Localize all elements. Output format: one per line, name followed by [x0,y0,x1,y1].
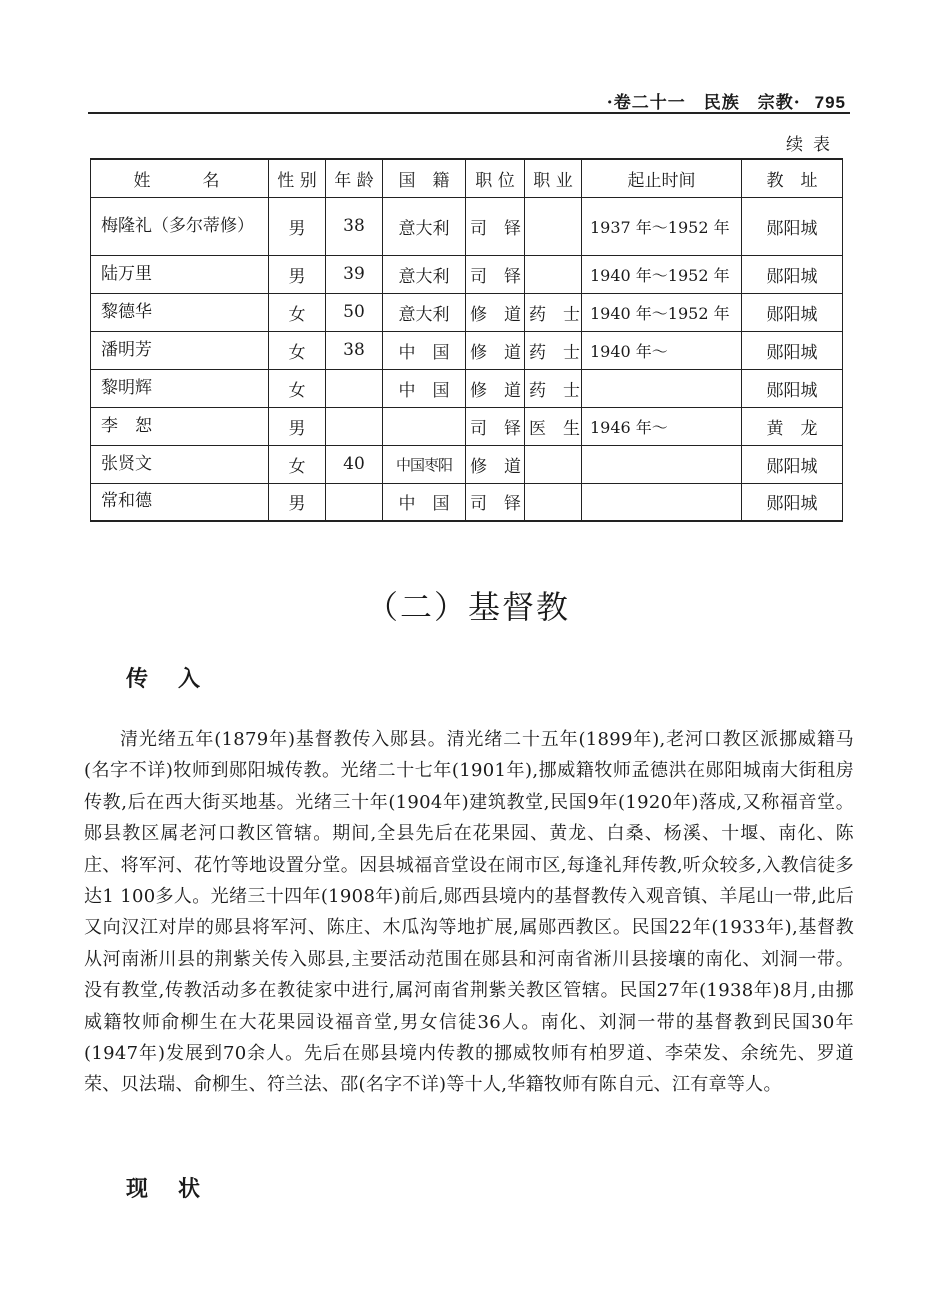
body-paragraph: 清光绪五年(1879年)基督教传入郧县。清光绪二十五年(1899年),老河口教区派挪威籍马(名字不详)牧师到郧阳城传教。光绪二十七年(1901年),挪威籍牧师孟德洪在郧阳城南大街租房传教,后在西大街买地基。光绪三十年(1904年)建筑教堂,民国9年(1920年)落成,又称福音堂。郧县教区属老河口教区管辖。期间,全县先后在花果园、黄龙、白桑、杨溪、十堰、南化、陈庄、将军河、花竹等地设置分堂。因县城福音堂设在闹市区,每逢礼拜传教,听众较多,入教信徒多达1 100多人。光绪三十四年(1908年)前后,郧西县境内的基督教传入观音镇、羊尾山一带,此后又向汉江对岸的郧县将军河、陈庄、木瓜沟等地扩展,属郧西教区。民国22年(1933年),基督教从河南淅川县的荆紫关传入郧县,主要活动范围在郧县和河南省淅川县接壤的南化、刘洞一带。没有教堂,传教活动多在教徒家中进行,属河南省荆紫关教区管辖。民国27年(1938年)8月,由挪威籍牧师俞柳生在大花果园设福音堂,男女信徒36人。南化、刘洞一带的基督教到民国30年(1947年)发展到70余人。先后在郧县境内传教的挪威牧师有柏罗道、李荣发、余统先、罗道荣、贝法瑞、俞柳生、符兰法、邵(名字不详)等十人,华籍牧师有陈自元、江有章等人。 [84,729,854,1096]
running-header [90,88,846,113]
missionary-table [90,158,843,522]
cell-occupation [525,483,582,521]
table-row [91,407,843,445]
cell-gender: 女 [269,293,326,331]
cell-period: 1946 年～ [582,407,742,445]
section-title: （二）基督教 [365,588,570,626]
cell-age: 38 [326,331,383,369]
subheading-introduction: 传入 [126,666,231,692]
cell-age: 39 [326,255,383,293]
cell-period: 1940 年～1952 年 [582,293,742,331]
cell-occupation: 药 士 [525,331,582,369]
cell-site: 郧阳城 [742,293,843,331]
col-header-age: 年 龄 [326,159,383,197]
running-title: ·卷二十一 民族 宗教· [606,93,801,113]
table-row [91,331,843,369]
continued-label: 续表 [786,135,840,155]
cell-age [326,483,383,521]
cell-occupation [525,255,582,293]
cell-occupation: 药 士 [525,293,582,331]
cell-name: 陆万里 [91,255,269,293]
header-rule [88,112,850,114]
cell-gender: 男 [269,483,326,521]
col-header-site: 教 址 [742,159,843,197]
cell-site: 郧阳城 [742,255,843,293]
cell-nationality [383,407,466,445]
col-header-gender: 性 别 [269,159,326,197]
cell-site: 郧阳城 [742,197,843,255]
cell-position: 修 道 [466,331,525,369]
cell-name: 黎德华 [91,293,269,331]
page-number: 795 [814,93,846,112]
cell-position: 司 铎 [466,255,525,293]
cell-nationality: 中国枣阳 [383,445,466,483]
table-row [91,293,843,331]
cell-position: 修 道 [466,293,525,331]
cell-period [582,483,742,521]
cell-name: 梅隆礼（多尔蒂修） [91,197,269,255]
cell-gender: 男 [269,255,326,293]
col-header-occupation: 职 业 [525,159,582,197]
cell-gender: 女 [269,369,326,407]
col-header-nationality: 国 籍 [383,159,466,197]
cell-position: 修 道 [466,445,525,483]
table-row [91,369,843,407]
cell-gender: 女 [269,331,326,369]
cell-site: 郧阳城 [742,483,843,521]
cell-occupation [525,197,582,255]
col-header-position: 职 位 [466,159,525,197]
table-row [91,197,843,255]
cell-period: 1940 年～ [582,331,742,369]
cell-site: 郧阳城 [742,331,843,369]
cell-nationality: 意大利 [383,293,466,331]
cell-age [326,407,383,445]
cell-gender: 男 [269,197,326,255]
cell-name: 张贤文 [91,445,269,483]
cell-site: 郧阳城 [742,445,843,483]
table-row [91,255,843,293]
cell-position: 司 铎 [466,197,525,255]
cell-position: 司 铎 [466,483,525,521]
cell-position: 修 道 [466,369,525,407]
cell-age [326,369,383,407]
cell-period [582,369,742,407]
subheading-current-status: 现状 [126,1176,231,1202]
cell-nationality: 意大利 [383,197,466,255]
cell-occupation [525,445,582,483]
cell-name: 黎明辉 [91,369,269,407]
cell-site: 郧阳城 [742,369,843,407]
cell-nationality: 中 国 [383,369,466,407]
table-row [91,445,843,483]
cell-nationality: 中 国 [383,483,466,521]
cell-name: 李 恕 [91,407,269,445]
cell-gender: 男 [269,407,326,445]
cell-occupation: 药 士 [525,369,582,407]
cell-age: 40 [326,445,383,483]
table-row [91,483,843,521]
cell-gender: 女 [269,445,326,483]
cell-occupation: 医 生 [525,407,582,445]
cell-nationality: 中 国 [383,331,466,369]
col-header-name: 姓 名 [91,159,269,197]
cell-period: 1937 年～1952 年 [582,197,742,255]
table-header-row [91,159,843,197]
col-header-period: 起止时间 [582,159,742,197]
cell-position: 司 铎 [466,407,525,445]
cell-period: 1940 年～1952 年 [582,255,742,293]
cell-age: 38 [326,197,383,255]
cell-name: 常和德 [91,483,269,521]
cell-period [582,445,742,483]
cell-age: 50 [326,293,383,331]
cell-name: 潘明芳 [91,331,269,369]
cell-site: 黄 龙 [742,407,843,445]
cell-nationality: 意大利 [383,255,466,293]
